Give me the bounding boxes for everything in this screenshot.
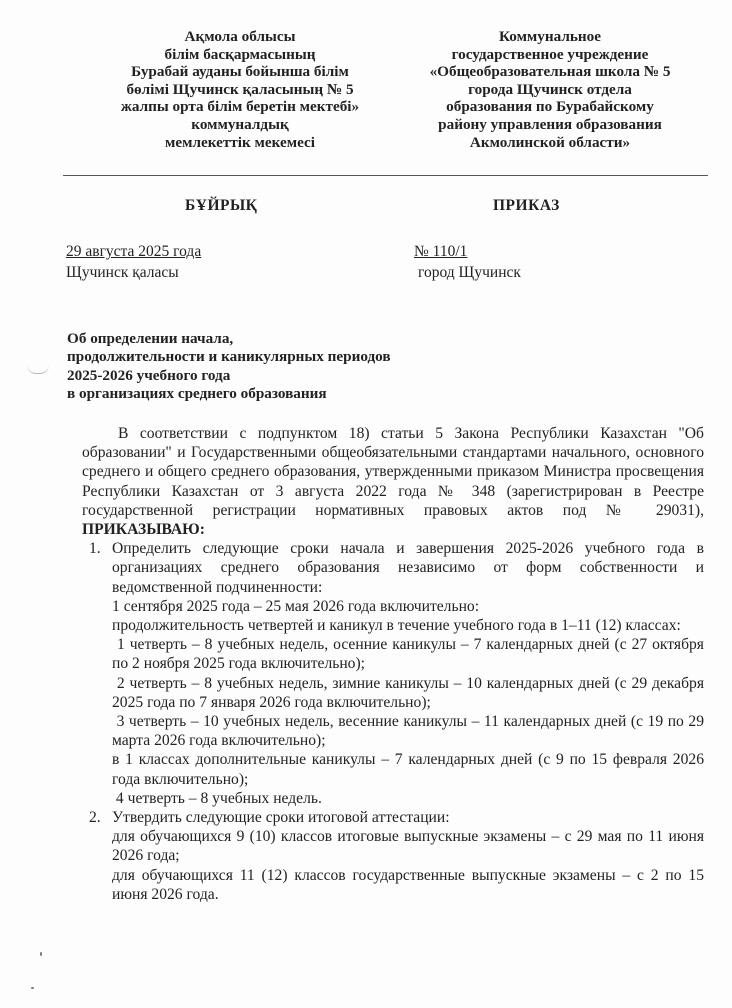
list-item-number: 2.	[89, 809, 101, 827]
header-kz-line: Бурабай ауданы бойынша білім	[131, 63, 349, 81]
order-date: 29 августа 2025 года	[66, 243, 202, 260]
list-item-2	[89, 808, 704, 904]
list-item-lead: Определить следующие сроки начала и завершения 2025-2026 учебного года в организациях среднего образования независимо от форм собственности и ведомственной подчиненности:	[112, 540, 704, 596]
header-ru-line: города Щучинск отдела	[468, 80, 632, 98]
list-item-line: для обучающихся 9 (10) классов итоговые выпускные экзамены – с 29 мая по 11 июня 2026 года;	[112, 828, 704, 865]
header-kz-line: коммуналдық	[191, 115, 289, 133]
header-kz-line: жалпы орта білім беретін мектебі»	[120, 98, 360, 116]
city-kz: Щучинск қаласы	[66, 264, 179, 281]
list-item-line: 1 сентября 2025 года – 25 мая 2026 года включительно:	[112, 597, 480, 615]
scan-speck	[40, 952, 42, 956]
doc-type-kz: БҰЙРЫҚ	[185, 197, 258, 214]
header-divider	[63, 175, 708, 176]
header-kz-line: Ақмола облысы	[184, 28, 296, 45]
preamble-text: В соответствии с подпунктом 18) статьи 5 Закона Республики Казахстан "Об образовании" и Государственными общеобязательными стандартами начального, основного среднего и общего среднего образования, утвержденными приказом Министра просвещения Республики Казахстан от 3 августа 2022 года № 348 (зарегистрирован в Реестре государственной регистрации нормативных правовых актов под № 29031),	[82, 425, 704, 519]
header-kz-line: білім басқармасының	[164, 45, 316, 63]
header-kz-line: бөлімі Щучинск қаласының № 5	[126, 80, 354, 98]
order-number: № 110/1	[414, 243, 468, 260]
header-ru-line: Коммунальное	[499, 28, 601, 45]
header-kz-line: мемлекеттік мекемесі	[165, 133, 315, 151]
doc-type-ru: ПРИКАЗ	[493, 197, 560, 214]
scan-artifact-mark	[27, 365, 49, 374]
list-item-line: 3 четверть – 10 учебных недель, весенние каникулы – 11 календарных дней (с 19 по 29 марта 2026 года включительно);	[112, 713, 708, 750]
list-item-1	[89, 539, 708, 808]
list-item-lead: Утвердить следующие сроки итоговой аттестации:	[112, 809, 450, 827]
list-item-line: для обучающихся 11 (12) классов государственные выпускные экзамены – с 2 по 15 июня 2026 года.	[112, 866, 704, 903]
subject-line: Об определении начала,	[67, 330, 234, 347]
list-item-line: 4 четверть – 8 учебных недель.	[112, 789, 322, 807]
subject-line: 2025-2026 учебного года	[67, 366, 231, 384]
list-item-line: 1 четверть – 8 учебных недель, осенние каникулы – 7 календарных дней (с 27 октября по 2 ноября 2025 года включительно);	[112, 636, 708, 673]
list-item-line: 2 четверть – 8 учебных недель, зимние каникулы – 10 календарных дней (с 29 декабря 2025 года по 7 января 2026 года включительно);	[112, 674, 708, 711]
header-ru-line: образования по Бурабайскому	[446, 98, 654, 116]
header-ru-line: «Общеобразовательная школа № 5	[429, 63, 671, 81]
order-body	[82, 424, 708, 904]
header-kz-organization	[75, 28, 405, 151]
preamble	[82, 424, 704, 539]
order-subject	[67, 330, 391, 404]
subject-line: в организациях среднего образования	[67, 385, 327, 403]
list-item-line: в 1 классах дополнительные каникулы – 7 календарных дней (с 9 по 15 февраля 2026 года включительно);	[112, 751, 704, 788]
order-word: ПРИКАЗЫВАЮ:	[82, 521, 205, 539]
subject-line: продолжительности и каникулярных периодов	[67, 348, 391, 366]
header-ru-line: Акмолинской области»	[469, 133, 631, 151]
header-ru-organization	[385, 28, 715, 151]
list-item-line: продолжительность четвертей и каникул в течение учебного года в 1–11 (12) классах:	[112, 617, 681, 635]
scan-speck	[31, 987, 34, 989]
list-item-number: 1.	[89, 540, 101, 558]
header-ru-line: району управления образования	[438, 115, 662, 133]
city-ru: город Щучинск	[418, 264, 521, 281]
header-ru-line: государственное учреждение	[451, 45, 649, 63]
